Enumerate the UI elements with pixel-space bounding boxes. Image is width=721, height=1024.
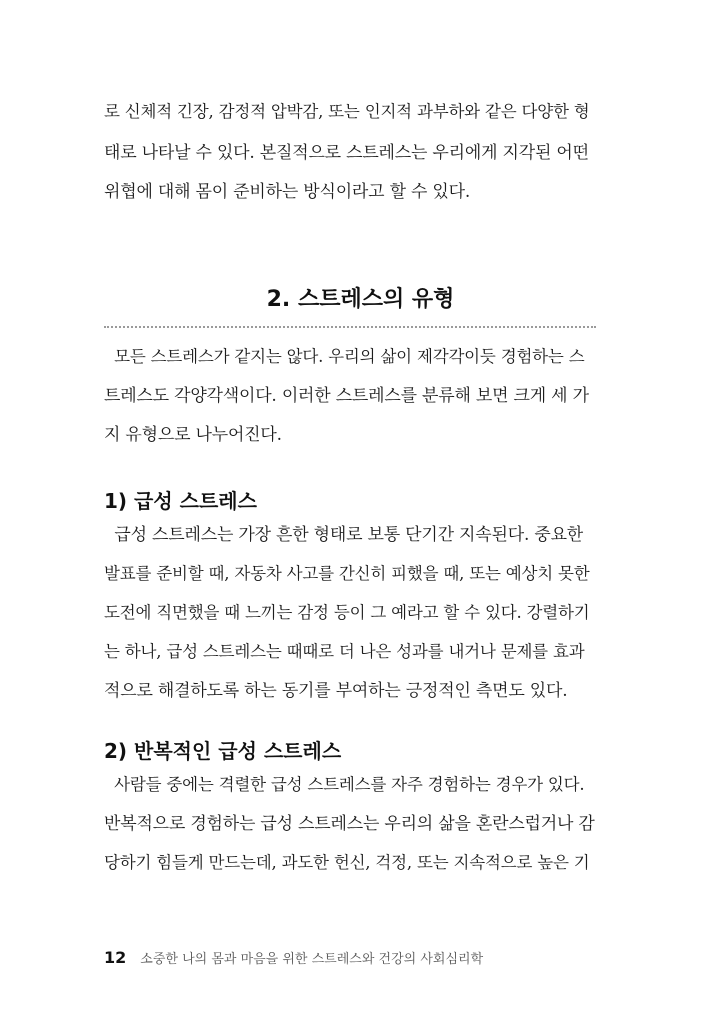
subsection-title: 2) 반복적인 급성 스트레스 (104, 739, 342, 763)
body-line: 급성 스트레스는 가장 흔한 형태로 보통 단기간 지속된다. 중요한 (104, 525, 584, 545)
body-line: 적으로 해결하도록 하는 동기를 부여하는 긍정적인 측면도 있다. (104, 681, 568, 701)
body-line: 태로 나타날 수 있다. 본질적으로 스트레스는 우리에게 지각된 어떤 (104, 143, 589, 163)
body-line: 발표를 준비할 때, 자동차 사고를 간신히 피했을 때, 또는 예상치 못한 (104, 564, 590, 583)
body-line: 당하기 힘들게 만드는데, 과도한 헌신, 걱정, 또는 지속적으로 높은 기 (104, 853, 590, 872)
page-footer (104, 948, 483, 968)
body-line: 는 하나, 급성 스트레스는 때때로 더 나은 성과를 내거나 문제를 효과 (104, 642, 585, 661)
body-line: 사람들 중에는 격렬한 급성 스트레스를 자주 경험하는 경우가 있다. (104, 775, 585, 794)
body-line: 도전에 직면했을 때 느끼는 감정 등이 그 예라고 할 수 있다. 강렬하기 (104, 603, 590, 622)
body-line: 모든 스트레스가 같지는 않다. 우리의 삶이 제각각이듯 경험하는 스 (104, 347, 585, 366)
section-title: 2. 스트레스의 유형 (266, 287, 455, 312)
running-title: 소중한 나의 몸과 마음을 위한 스트레스와 건강의 사회심리학 (140, 952, 484, 967)
subsection-title: 1) 급성 스트레스 (104, 489, 257, 513)
body-line: 트레스도 각양각색이다. 이러한 스트레스를 분류해 보면 크게 세 가 (104, 386, 589, 406)
body-line: 지 유형으로 나누어진다. (104, 425, 282, 445)
body-line: 반복적으로 경험하는 급성 스트레스는 우리의 삶을 혼란스럽거나 감 (104, 814, 595, 834)
page-number: 12 (104, 948, 127, 967)
dotted-divider (104, 326, 596, 328)
body-line: 로 신체적 긴장, 감정적 압박감, 또는 인지적 과부하와 같은 다양한 형 (104, 102, 590, 121)
body-line: 위협에 대해 몸이 준비하는 방식이라고 할 수 있다. (104, 182, 471, 202)
